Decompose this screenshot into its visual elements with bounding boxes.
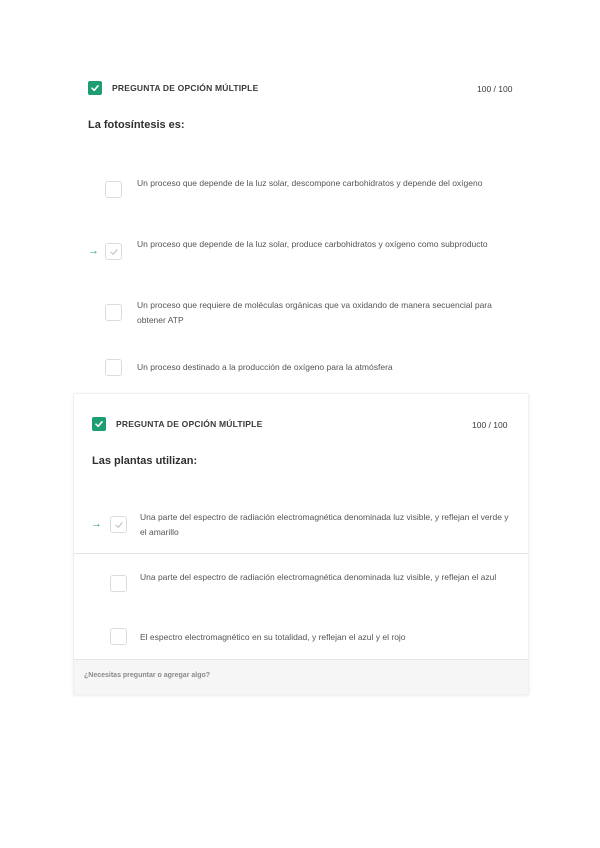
option-text: Una parte del espectro de radiación electromagnética denominada luz visible, y reflejan el azul: [140, 572, 497, 582]
question-footer[interactable]: [74, 659, 528, 694]
question-prompt: Las plantas utilizan:: [92, 455, 198, 467]
option-checkbox[interactable]: [110, 628, 127, 645]
arrow-right-icon: →: [91, 518, 102, 530]
option-checkbox[interactable]: [110, 575, 127, 592]
option-divider: [74, 553, 528, 554]
option-checkbox-checked[interactable]: [105, 243, 122, 260]
question-header: [92, 417, 262, 431]
check-icon: [114, 520, 124, 530]
option-text: Un proceso que depende de la luz solar, descompone carbohidratos y depende del oxígeno: [137, 178, 483, 188]
correct-check-icon: [92, 417, 106, 431]
arrow-right-icon: →: [88, 245, 99, 257]
option-checkbox-checked[interactable]: [110, 516, 127, 533]
option-text: El espectro electromagnético en su totalidad, y reflejan el azul y el rojo: [140, 632, 406, 642]
option-checkbox[interactable]: [105, 181, 122, 198]
option-checkbox[interactable]: [105, 359, 122, 376]
option-text: Un proceso destinado a la producción de oxígeno para la atmósfera: [137, 362, 393, 372]
check-icon: [109, 247, 119, 257]
question-card-2: [73, 393, 529, 695]
question-type-label: PREGUNTA DE OPCIÓN MÚLTIPLE: [112, 83, 259, 93]
question-type-label: PREGUNTA DE OPCIÓN MÚLTIPLE: [116, 419, 263, 429]
option-text: Un proceso que requiere de moléculas orgánicas que va oxidando de manera secuencial para obtener ATP: [137, 300, 492, 325]
question-score: 100 / 100: [472, 420, 508, 430]
question-score: 100 / 100: [477, 84, 513, 94]
option-checkbox[interactable]: [105, 304, 122, 321]
question-header: [88, 81, 258, 95]
correct-check-icon: [88, 81, 102, 95]
option-text: Un proceso que depende de la luz solar, produce carbohidratos y oxígeno como subproducto: [137, 239, 488, 249]
question-card-1: [0, 0, 600, 392]
question-prompt: La fotosíntesis es:: [88, 119, 185, 131]
option-text: Una parte del espectro de radiación electromagnética denominada luz visible, y reflejan el verde y el amarillo: [140, 512, 509, 537]
ask-something-link[interactable]: ¿Necesitas preguntar o agregar algo?: [84, 672, 211, 679]
